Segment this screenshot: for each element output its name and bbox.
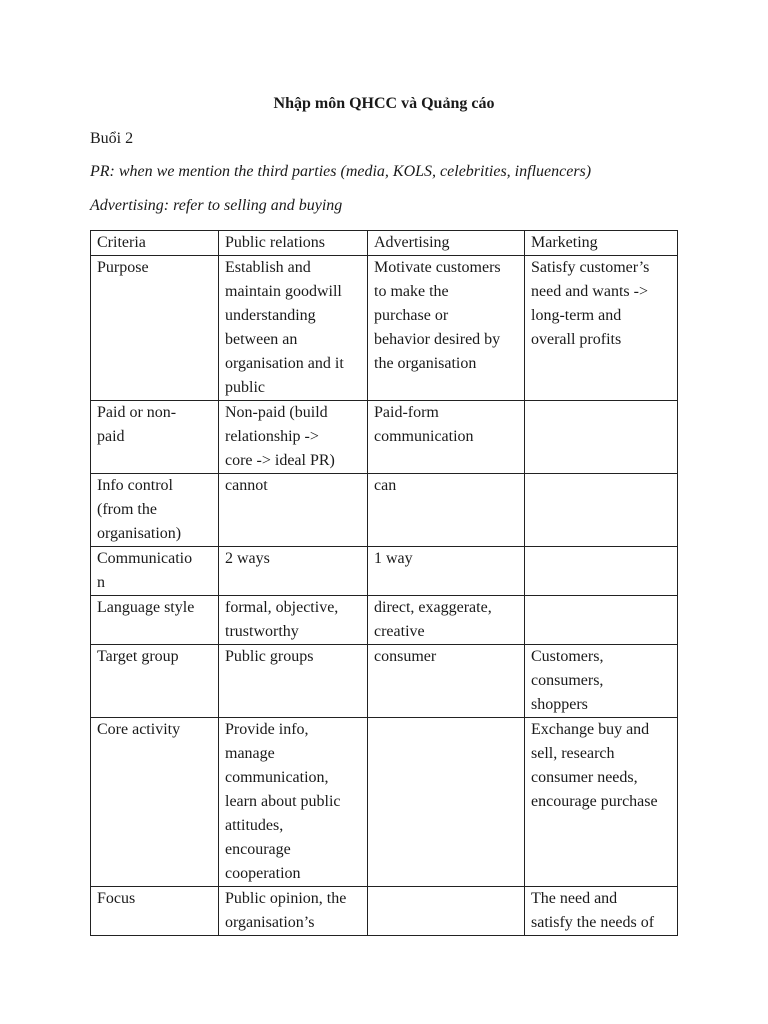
table-row xyxy=(91,887,678,936)
advertising-cell: consumer xyxy=(368,645,525,718)
header-marketing: Marketing xyxy=(525,231,678,256)
marketing-cell: Customers, consumers, shoppers xyxy=(525,645,678,718)
public-relations-cell: Provide info, manage communication, learn about public attitudes, encourage cooperation xyxy=(219,718,368,887)
header-public-relations: Public relations xyxy=(219,231,368,256)
advertising-cell xyxy=(368,887,525,936)
marketing-cell xyxy=(525,401,678,474)
marketing-cell: Exchange buy and sell, research consumer needs, encourage purchase xyxy=(525,718,678,887)
table-header-row xyxy=(91,231,678,256)
advertising-cell: 1 way xyxy=(368,547,525,596)
session-label: Buổi 2 xyxy=(90,130,134,147)
marketing-cell: The need and satisfy the needs of xyxy=(525,887,678,936)
public-relations-cell: formal, objective, trustworthy xyxy=(219,596,368,645)
advertising-note: Advertising: refer to selling and buying xyxy=(90,197,343,214)
marketing-cell xyxy=(525,547,678,596)
header-advertising: Advertising xyxy=(368,231,525,256)
table-row xyxy=(91,256,678,401)
advertising-cell: direct, exaggerate, creative xyxy=(368,596,525,645)
public-relations-cell: cannot xyxy=(219,474,368,547)
criteria-cell: Communicatio n xyxy=(91,547,219,596)
pr-note: PR: when we mention the third parties (media, KOLS, celebrities, influencers) xyxy=(90,163,592,180)
header-criteria: Criteria xyxy=(91,231,219,256)
table-row xyxy=(91,547,678,596)
table-row xyxy=(91,474,678,547)
criteria-cell: Focus xyxy=(91,887,219,936)
criteria-cell: Target group xyxy=(91,645,219,718)
marketing-cell xyxy=(525,596,678,645)
criteria-cell: Purpose xyxy=(91,256,219,401)
marketing-cell xyxy=(525,474,678,547)
criteria-cell: Core activity xyxy=(91,718,219,887)
criteria-cell: Info control (from the organisation) xyxy=(91,474,219,547)
marketing-cell: Satisfy customer’s need and wants -> long-term and overall profits xyxy=(525,256,678,401)
criteria-cell: Paid or non- paid xyxy=(91,401,219,474)
advertising-cell: can xyxy=(368,474,525,547)
table-row xyxy=(91,596,678,645)
advertising-cell xyxy=(368,718,525,887)
public-relations-cell: Establish and maintain goodwill understanding between an organisation and it public xyxy=(219,256,368,401)
public-relations-cell: Non-paid (build relationship -> core -> ideal PR) xyxy=(219,401,368,474)
table-row xyxy=(91,645,678,718)
public-relations-cell: Public opinion, the organisation’s xyxy=(219,887,368,936)
comparison-table xyxy=(90,230,678,936)
public-relations-cell: 2 ways xyxy=(219,547,368,596)
table-row xyxy=(91,401,678,474)
document-title: Nhập môn QHCC và Quảng cáo xyxy=(273,95,495,112)
criteria-cell: Language style xyxy=(91,596,219,645)
advertising-cell: Motivate customers to make the purchase or behavior desired by the organisation xyxy=(368,256,525,401)
public-relations-cell: Public groups xyxy=(219,645,368,718)
advertising-cell: Paid-form communication xyxy=(368,401,525,474)
table-row xyxy=(91,718,678,887)
